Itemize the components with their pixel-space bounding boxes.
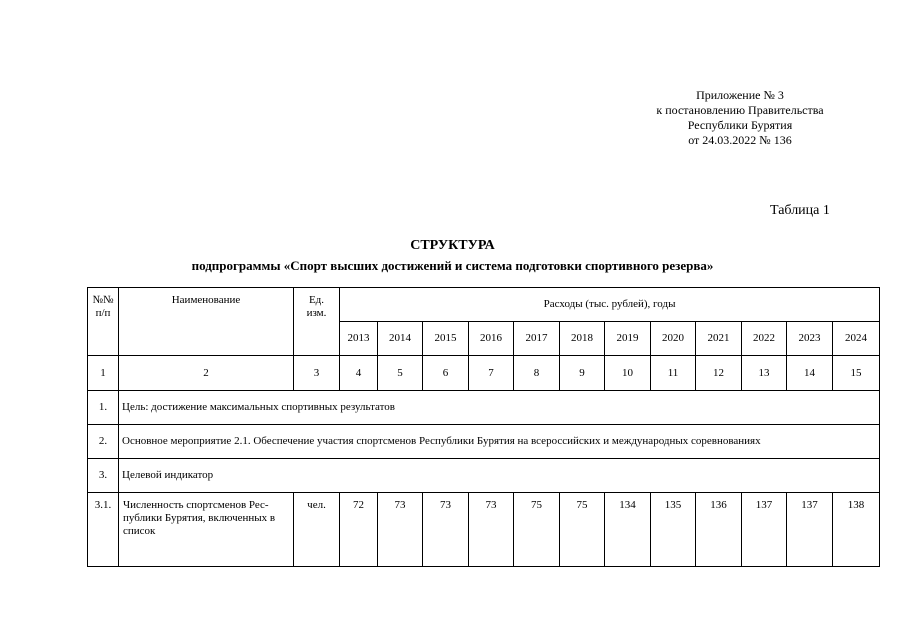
column-number-cell: 12 [696, 356, 742, 391]
year-cell: 2013 [340, 322, 378, 356]
header-name-cell: Наименование [119, 288, 294, 356]
indicator-name-line: Численность спортсменов Рес- [123, 499, 269, 511]
section-row [88, 391, 880, 425]
year-cell: 2016 [469, 322, 514, 356]
header-unit-line: изм. [306, 307, 327, 319]
row-number: 1. [88, 391, 119, 425]
column-number-cell: 8 [514, 356, 560, 391]
appendix-line: к постановлению Правительства [656, 103, 824, 117]
header-num-cell [88, 288, 119, 356]
value-cell: 135 [651, 493, 696, 567]
document-title: СТРУКТУРА [410, 238, 495, 253]
unit-cell: чел. [294, 493, 340, 567]
indicator-name [119, 493, 294, 567]
column-number-cell: 15 [833, 356, 880, 391]
column-number-cell: 10 [605, 356, 651, 391]
value-cell: 73 [378, 493, 423, 567]
value-cell: 75 [514, 493, 560, 567]
column-number-cell: 6 [423, 356, 469, 391]
document-subtitle: подпрограммы «Спорт высших достижений и система подготовки спортивного резерва» [191, 258, 714, 273]
header-unit-line: Ед. [308, 294, 325, 306]
column-number-cell: 9 [560, 356, 605, 391]
value-cell: 72 [340, 493, 378, 567]
column-number-cell: 2 [119, 356, 294, 391]
year-cell: 2019 [605, 322, 651, 356]
appendix-line: от 24.03.2022 № 136 [688, 133, 792, 147]
year-cell: 2023 [787, 322, 833, 356]
column-number-cell: 7 [469, 356, 514, 391]
section-text: Основное мероприятие 2.1. Обеспечение участия спортсменов Республики Бурятия на всероссийских и международных соревнованиях [119, 425, 880, 459]
header-expenses-cell: Расходы (тыс. рублей), годы [340, 288, 880, 322]
column-number-cell: 14 [787, 356, 833, 391]
value-cell: 134 [605, 493, 651, 567]
table-row [88, 493, 880, 567]
value-cell: 75 [560, 493, 605, 567]
year-cell: 2014 [378, 322, 423, 356]
column-number-cell: 11 [651, 356, 696, 391]
value-cell: 137 [742, 493, 787, 567]
column-number-cell: 1 [88, 356, 119, 391]
header-row [88, 288, 880, 322]
table-label: Таблица 1 [770, 203, 830, 218]
column-number-cell: 3 [294, 356, 340, 391]
header-num-line: №№ [92, 294, 114, 306]
section-row [88, 459, 880, 493]
value-cell: 138 [833, 493, 880, 567]
column-number-cell: 4 [340, 356, 378, 391]
appendix-line: Республики Бурятия [687, 118, 793, 132]
row-number: 3. [88, 459, 119, 493]
column-number-cell: 5 [378, 356, 423, 391]
value-cell: 136 [696, 493, 742, 567]
section-text: Целевой индикатор [119, 459, 880, 493]
column-numbers-row [88, 356, 880, 391]
year-cell: 2018 [560, 322, 605, 356]
year-cell: 2024 [833, 322, 880, 356]
value-cell: 73 [423, 493, 469, 567]
section-row [88, 425, 880, 459]
year-cell: 2015 [423, 322, 469, 356]
year-cell: 2022 [742, 322, 787, 356]
structure-table [87, 287, 880, 567]
appendix-line: Приложение № 3 [696, 88, 784, 102]
appendix-note [620, 88, 860, 148]
year-cell: 2020 [651, 322, 696, 356]
indicator-name-line: публики Бурятия, включенных в [123, 512, 276, 524]
section-text: Цель: достижение максимальных спортивных результатов [119, 391, 880, 425]
year-cell: 2017 [514, 322, 560, 356]
value-cell: 73 [469, 493, 514, 567]
year-cell: 2021 [696, 322, 742, 356]
column-number-cell: 13 [742, 356, 787, 391]
row-number: 2. [88, 425, 119, 459]
row-number: 3.1. [88, 493, 119, 567]
header-unit-cell [294, 288, 340, 356]
indicator-name-line: список [123, 525, 156, 537]
value-cell: 137 [787, 493, 833, 567]
header-num-line: п/п [95, 307, 111, 319]
